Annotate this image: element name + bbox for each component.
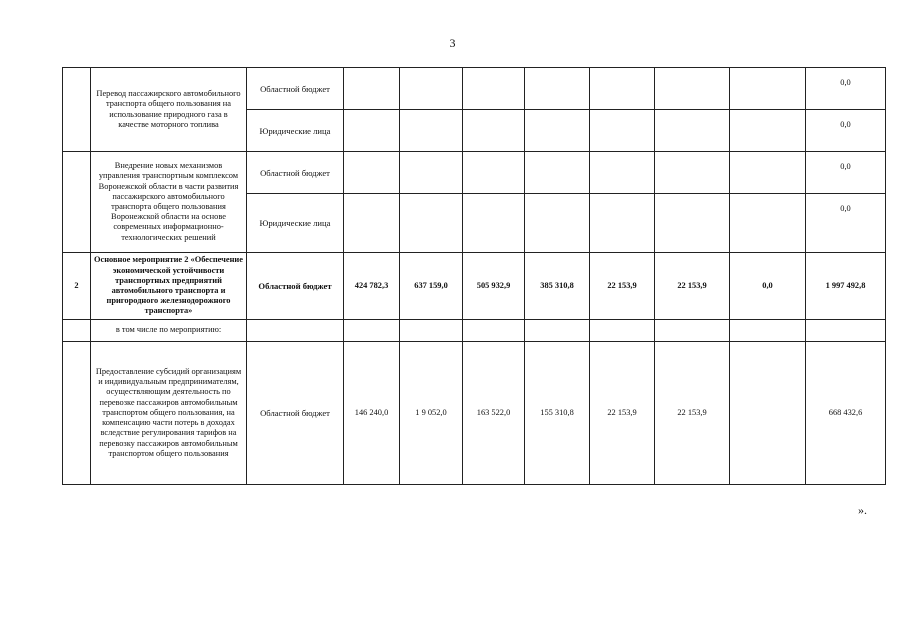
value-cell (730, 342, 806, 485)
funding-source-cell: Областной бюджет (247, 68, 344, 110)
funding-source-cell: Юридические лица (247, 194, 344, 253)
value-cell (525, 320, 590, 342)
value-cell (730, 68, 806, 110)
budget-table (62, 67, 886, 485)
total-cell: 0,0 (806, 110, 886, 152)
value-cell (463, 68, 525, 110)
value-cell (525, 110, 590, 152)
row-index-cell: 2 (63, 253, 91, 320)
value-cell (463, 152, 525, 194)
total-cell: 668 432,6 (806, 342, 886, 485)
value-cell (525, 68, 590, 110)
total-cell: 1 997 492,8 (806, 253, 886, 320)
table-row (63, 68, 886, 110)
value-cell: 505 932,9 (463, 253, 525, 320)
value-cell (730, 320, 806, 342)
value-cell (730, 152, 806, 194)
value-cell (655, 68, 730, 110)
row-description-cell: Внедрение новых механизмов управления транспортным комплексом Воронежской области в части развития пассажирского автомобильного транспорта общего пользования Воронежской области на основе современных информационно-технологических решений (91, 152, 247, 253)
value-cell (463, 194, 525, 253)
page-number: 3 (449, 36, 456, 50)
total-cell: 0,0 (806, 152, 886, 194)
value-cell (525, 152, 590, 194)
value-cell (344, 194, 400, 253)
table-row (63, 342, 886, 485)
value-cell (730, 110, 806, 152)
row-index-cell (63, 320, 91, 342)
value-cell (463, 320, 525, 342)
table-row (63, 320, 886, 342)
value-cell: 22 153,9 (655, 253, 730, 320)
row-index-cell (63, 152, 91, 253)
funding-source-cell (247, 320, 344, 342)
closing-quote-mark: ». (858, 503, 867, 517)
funding-source-cell: Областной бюджет (247, 253, 344, 320)
funding-source-cell: Областной бюджет (247, 342, 344, 485)
total-cell: 0,0 (806, 68, 886, 110)
value-cell (655, 152, 730, 194)
funding-source-cell: Юридические лица (247, 110, 344, 152)
value-cell (400, 194, 463, 253)
row-description-cell: Перевод пассажирского автомобильного транспорта общего пользования на использование природного газа в качестве моторного топлива (91, 68, 247, 152)
total-cell: 0,0 (806, 194, 886, 253)
value-cell (655, 320, 730, 342)
value-cell (344, 68, 400, 110)
value-cell: 1 9 052,0 (400, 342, 463, 485)
row-description-cell: в том числе по мероприятию: (91, 320, 247, 342)
value-cell (590, 110, 655, 152)
value-cell (590, 68, 655, 110)
value-cell (655, 194, 730, 253)
value-cell: 163 522,0 (463, 342, 525, 485)
row-description-cell: Основное мероприятие 2 «Обеспечение экономической устойчивости транспортных предприятий автомобильного транспорта и пригородного железнодорожного транспорта» (91, 253, 247, 320)
value-cell (525, 194, 590, 253)
value-cell: 146 240,0 (344, 342, 400, 485)
value-cell (400, 152, 463, 194)
value-cell: 155 310,8 (525, 342, 590, 485)
value-cell (400, 320, 463, 342)
value-cell: 0,0 (730, 253, 806, 320)
row-description-cell: Предоставление субсидий организациям и индивидуальным предпринимателям, осуществляющим деятельность по перевозке пассажиров автомобильным транспортом общего пользования, на компенсацию части потерь в доходах вследствие регулирования тарифов на перевозку пассажиров автомобильным транспортом общего пользования (91, 342, 247, 485)
funding-source-cell: Областной бюджет (247, 152, 344, 194)
value-cell: 637 159,0 (400, 253, 463, 320)
value-cell: 424 782,3 (344, 253, 400, 320)
value-cell (463, 110, 525, 152)
value-cell (655, 110, 730, 152)
value-cell: 22 153,9 (655, 342, 730, 485)
value-cell (590, 194, 655, 253)
value-cell (400, 68, 463, 110)
value-cell: 22 153,9 (590, 253, 655, 320)
value-cell: 22 153,9 (590, 342, 655, 485)
value-cell (400, 110, 463, 152)
table-row (63, 152, 886, 194)
value-cell: 385 310,8 (525, 253, 590, 320)
table-row (63, 253, 886, 320)
value-cell (590, 152, 655, 194)
value-cell (730, 194, 806, 253)
value-cell (590, 320, 655, 342)
row-index-cell (63, 68, 91, 152)
value-cell (344, 152, 400, 194)
row-index-cell (63, 342, 91, 485)
value-cell (344, 110, 400, 152)
value-cell (344, 320, 400, 342)
total-cell (806, 320, 886, 342)
